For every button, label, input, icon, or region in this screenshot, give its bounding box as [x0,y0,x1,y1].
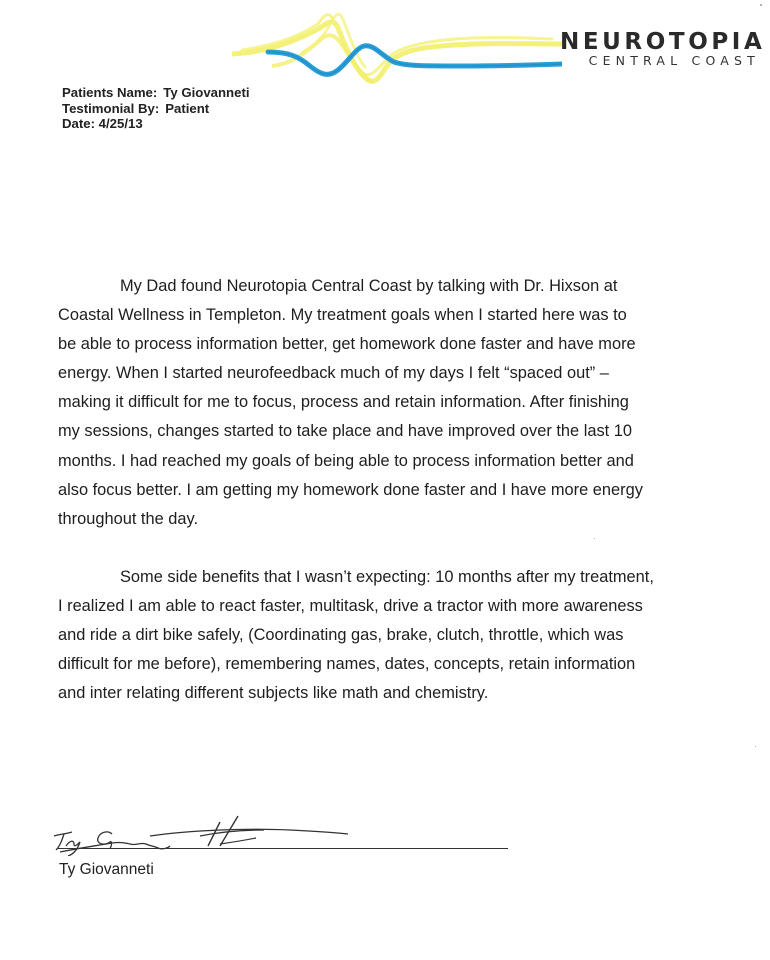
text-line: throughout the day. [58,509,199,528]
handwritten-signature [50,812,350,856]
text-line: making it difficult for me to focus, process and retain information. After finishing [58,393,629,412]
patient-name-value: Ty Giovanneti [163,85,250,100]
date-row [62,116,250,132]
text-line: I realized I am able to react faster, multitask, drive a tractor with more awareness [58,596,643,615]
scan-speck [594,538,595,539]
text-line: Coastal Wellness in Templeton. My treatment goals when I started here was to [58,306,627,325]
text-line: energy. When I started neurofeedback much of my days I felt “spaced out” – [58,364,609,383]
text-line: and inter relating different subjects like math and chemistry. [58,684,489,703]
patient-name-label: Patients Name: [62,85,158,100]
text-line: months. I had reached my goals of being able to process information better and [58,451,634,470]
text-line: and ride a dirt bike safely, (Coordinating gas, brake, clutch, throttle, which was [58,626,624,645]
scan-speck [760,4,762,6]
paragraph-1 [58,272,698,534]
paragraph-2 [58,563,698,708]
wave-logo-icon [232,8,562,86]
logo-wordmark [560,29,766,68]
testimonial-header [62,85,250,132]
scan-speck [755,746,756,747]
text-line: be able to process information better, get homework done faster and have more [58,335,636,354]
date-label: Date: [62,116,95,131]
text-line: My Dad found Neurotopia Central Coast by talking with Dr. Hixson at [120,277,618,295]
text-line: my sessions, changes started to take place and have improved over the last 10 [58,422,632,441]
text-line: also focus better. I am getting my homework done faster and I have more energy [58,480,643,499]
signer-name: Ty Giovanneti [59,861,154,878]
date-value: 4/25/13 [98,116,143,131]
signature-line [58,848,508,849]
logo-subtitle: CENTRAL COAST [588,53,760,68]
text-line: Some side benefits that I wasn’t expecting: 10 months after my treatment, [120,567,654,586]
testimonial-by-row [62,101,250,117]
patient-name-row [62,85,250,101]
text-line: difficult for me before), remembering names, dates, concepts, retain information [58,655,636,674]
testimonial-by-value: Patient [165,100,210,116]
testimonial-by-label: Testimonial By: [62,100,160,116]
logo-brand: NEUROTOPIA [560,29,766,55]
testimonial-body [58,272,698,708]
